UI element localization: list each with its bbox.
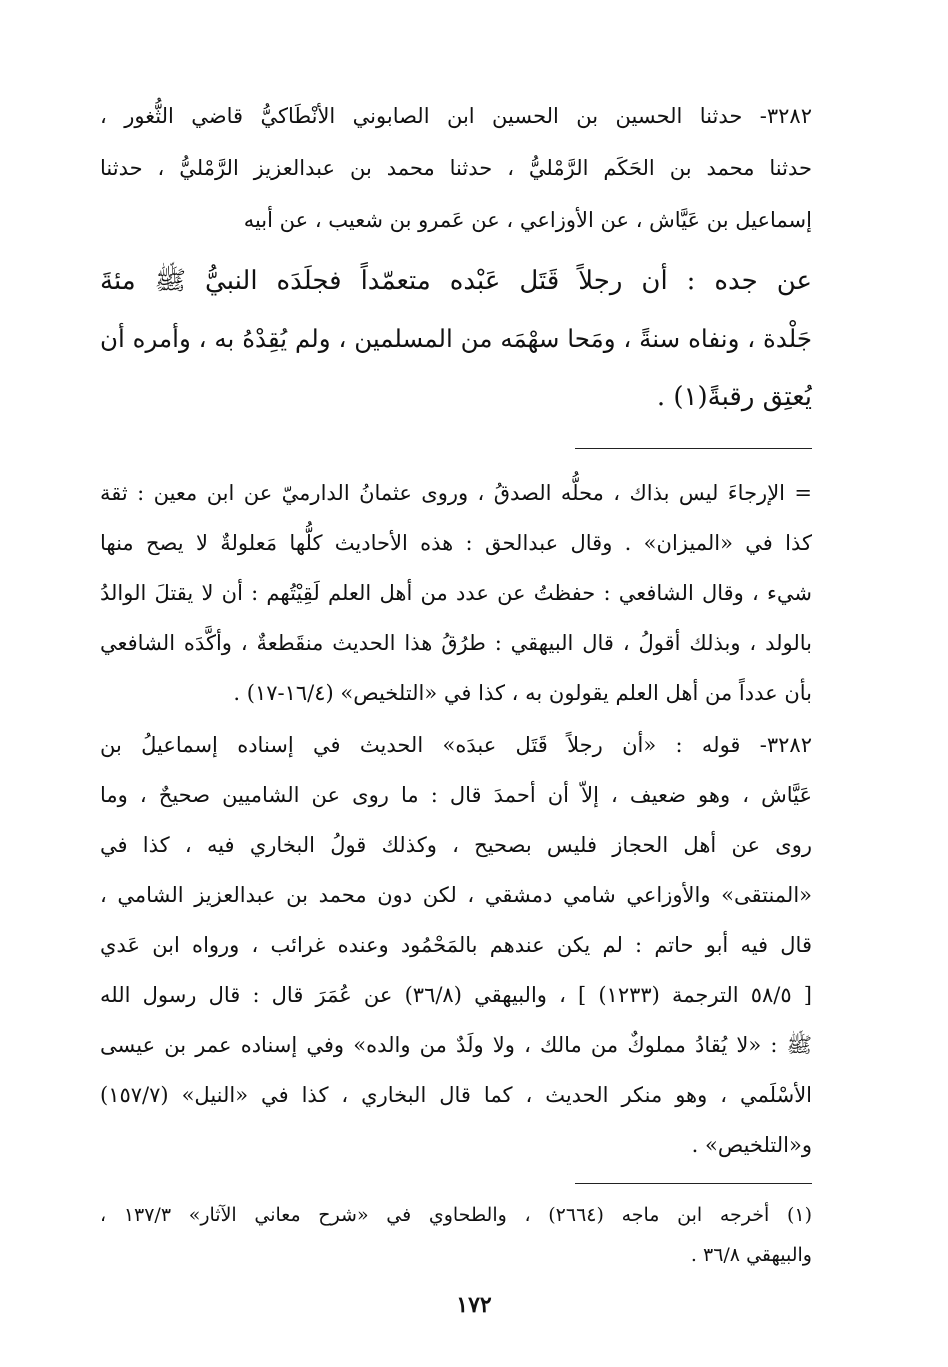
isnad-line: حدثنا محمد بن الحَكَم الرَّمْليُّ ، حدثنا محمد بن عبدالعزيز الرَّمْليُّ ، حدثنا [100, 156, 812, 180]
commentary-line: الأسْلَمي ، وهو منكر الحديث ، كما قال البخاري ، كذا في «النيل» (١٥٧/٧) [100, 1083, 812, 1107]
commentary-line: بالولد ، وبذلك أقولُ ، قال البيهقي : طرُقُ هذا الحديث منقَطعةٌ ، وأكَّدَه الشافعي [100, 631, 812, 655]
isnad-line: ٣٢٨٢- حدثنا الحسين بن الحسين ابن الصابوني الأنْطَاكيُّ قاضي الثُّغور ، [100, 104, 812, 128]
commentary-line: شيء ، وقال الشافعي : حفظتُ عن عدد من أهل العلم لَقِيْتُهم : أن لا يقتلَ الوالدُ [100, 581, 812, 605]
isnad-line: إسماعيل بن عَيَّاش ، عن الأوزاعي ، عن عَمرو بن شعيب ، عن أبيه [243, 208, 812, 232]
footnote-separator [575, 1183, 812, 1184]
commentary-line: عَيَّاش ، وهو ضعيف ، إلاّ أن أحمدَ قال : ما روى عن الشاميين صحيحٌ ، وما [100, 783, 812, 807]
footnote-line: والبيهقي ٣٦/٨ . [690, 1244, 812, 1266]
commentary-line: كذا في «الميزان» . وقال عبدالحق : هذه الأحاديث كلُّها مَعلولةٌ لا يصح منها [100, 531, 812, 555]
commentary-separator [575, 448, 812, 449]
commentary-line: بأن عدداً من أهل العلم يقولون به ، كذا في «التلخيص» (١٦/٤-١٧) . [233, 681, 812, 705]
matn-line: جَلْدة ، ونفاه سنةً ، ومَحا سهْمَه من المسلمين ، ولم يُقِدْهُ به ، وأمره أن [100, 324, 812, 353]
commentary-line: «المنتقى» والأوزاعي شامي دمشقي ، لكن دون محمد بن عبدالعزيز الشامي ، [100, 883, 812, 907]
hadith-matn [100, 252, 812, 426]
commentary-line: روى عن أهل الحجاز فليس بصحيح ، وكذلك قولُ البخاري فيه ، كذا في [100, 833, 812, 857]
matn-line: يُعتِق رقبةً(١) . [656, 382, 812, 412]
commentary-line: و«التلخيص» . [691, 1133, 812, 1157]
footnote [100, 1195, 812, 1275]
commentary-line: [ ٥٨/٥ الترجمة (١٢٣٣) ] ، والبيهقي (٣٦/٨) عن عُمَرَ قال : قال رسول الله [100, 983, 812, 1007]
page-number: ١٧٢ [456, 1292, 492, 1318]
footnote-line: (١) أخرجه ابن ماجه (٢٦٦٤) ، والطحاوي في «شرح معاني الآثار» ١٣٧/٣ ، [100, 1204, 812, 1226]
commentary-line: = الإرجاءَ ليس بذاك ، محلُّه الصدقُ ، وروى عثمانُ الدارميّ عن ابن معين : ثقة [100, 481, 812, 505]
commentary-line: ٣٢٨٢- قوله : «أن رجلاً قَتَل عبدَه» الحديث في إسناده إسماعيلُ بن [100, 733, 812, 757]
commentary-continuation [100, 468, 812, 718]
matn-line: عن جده : أن رجلاً قَتَل عَبْده متعمّداً فجلَدَه النبيُّ ﷺ مئةَ [100, 266, 812, 296]
commentary-line: ﷺ : «لا يُقادُ مملوكٌ من مالك ، ولا ولَدٌ من والده» وفي إسناده عمر بن عيسى [100, 1033, 812, 1057]
commentary-line: قال فيه أبو حاتم : لم يكن عندهم بالمَحْمُود وعنده غرائب ، ورواه ابن عَدي [100, 933, 812, 957]
hadith-isnad [100, 90, 812, 246]
commentary-3282 [100, 720, 812, 1170]
